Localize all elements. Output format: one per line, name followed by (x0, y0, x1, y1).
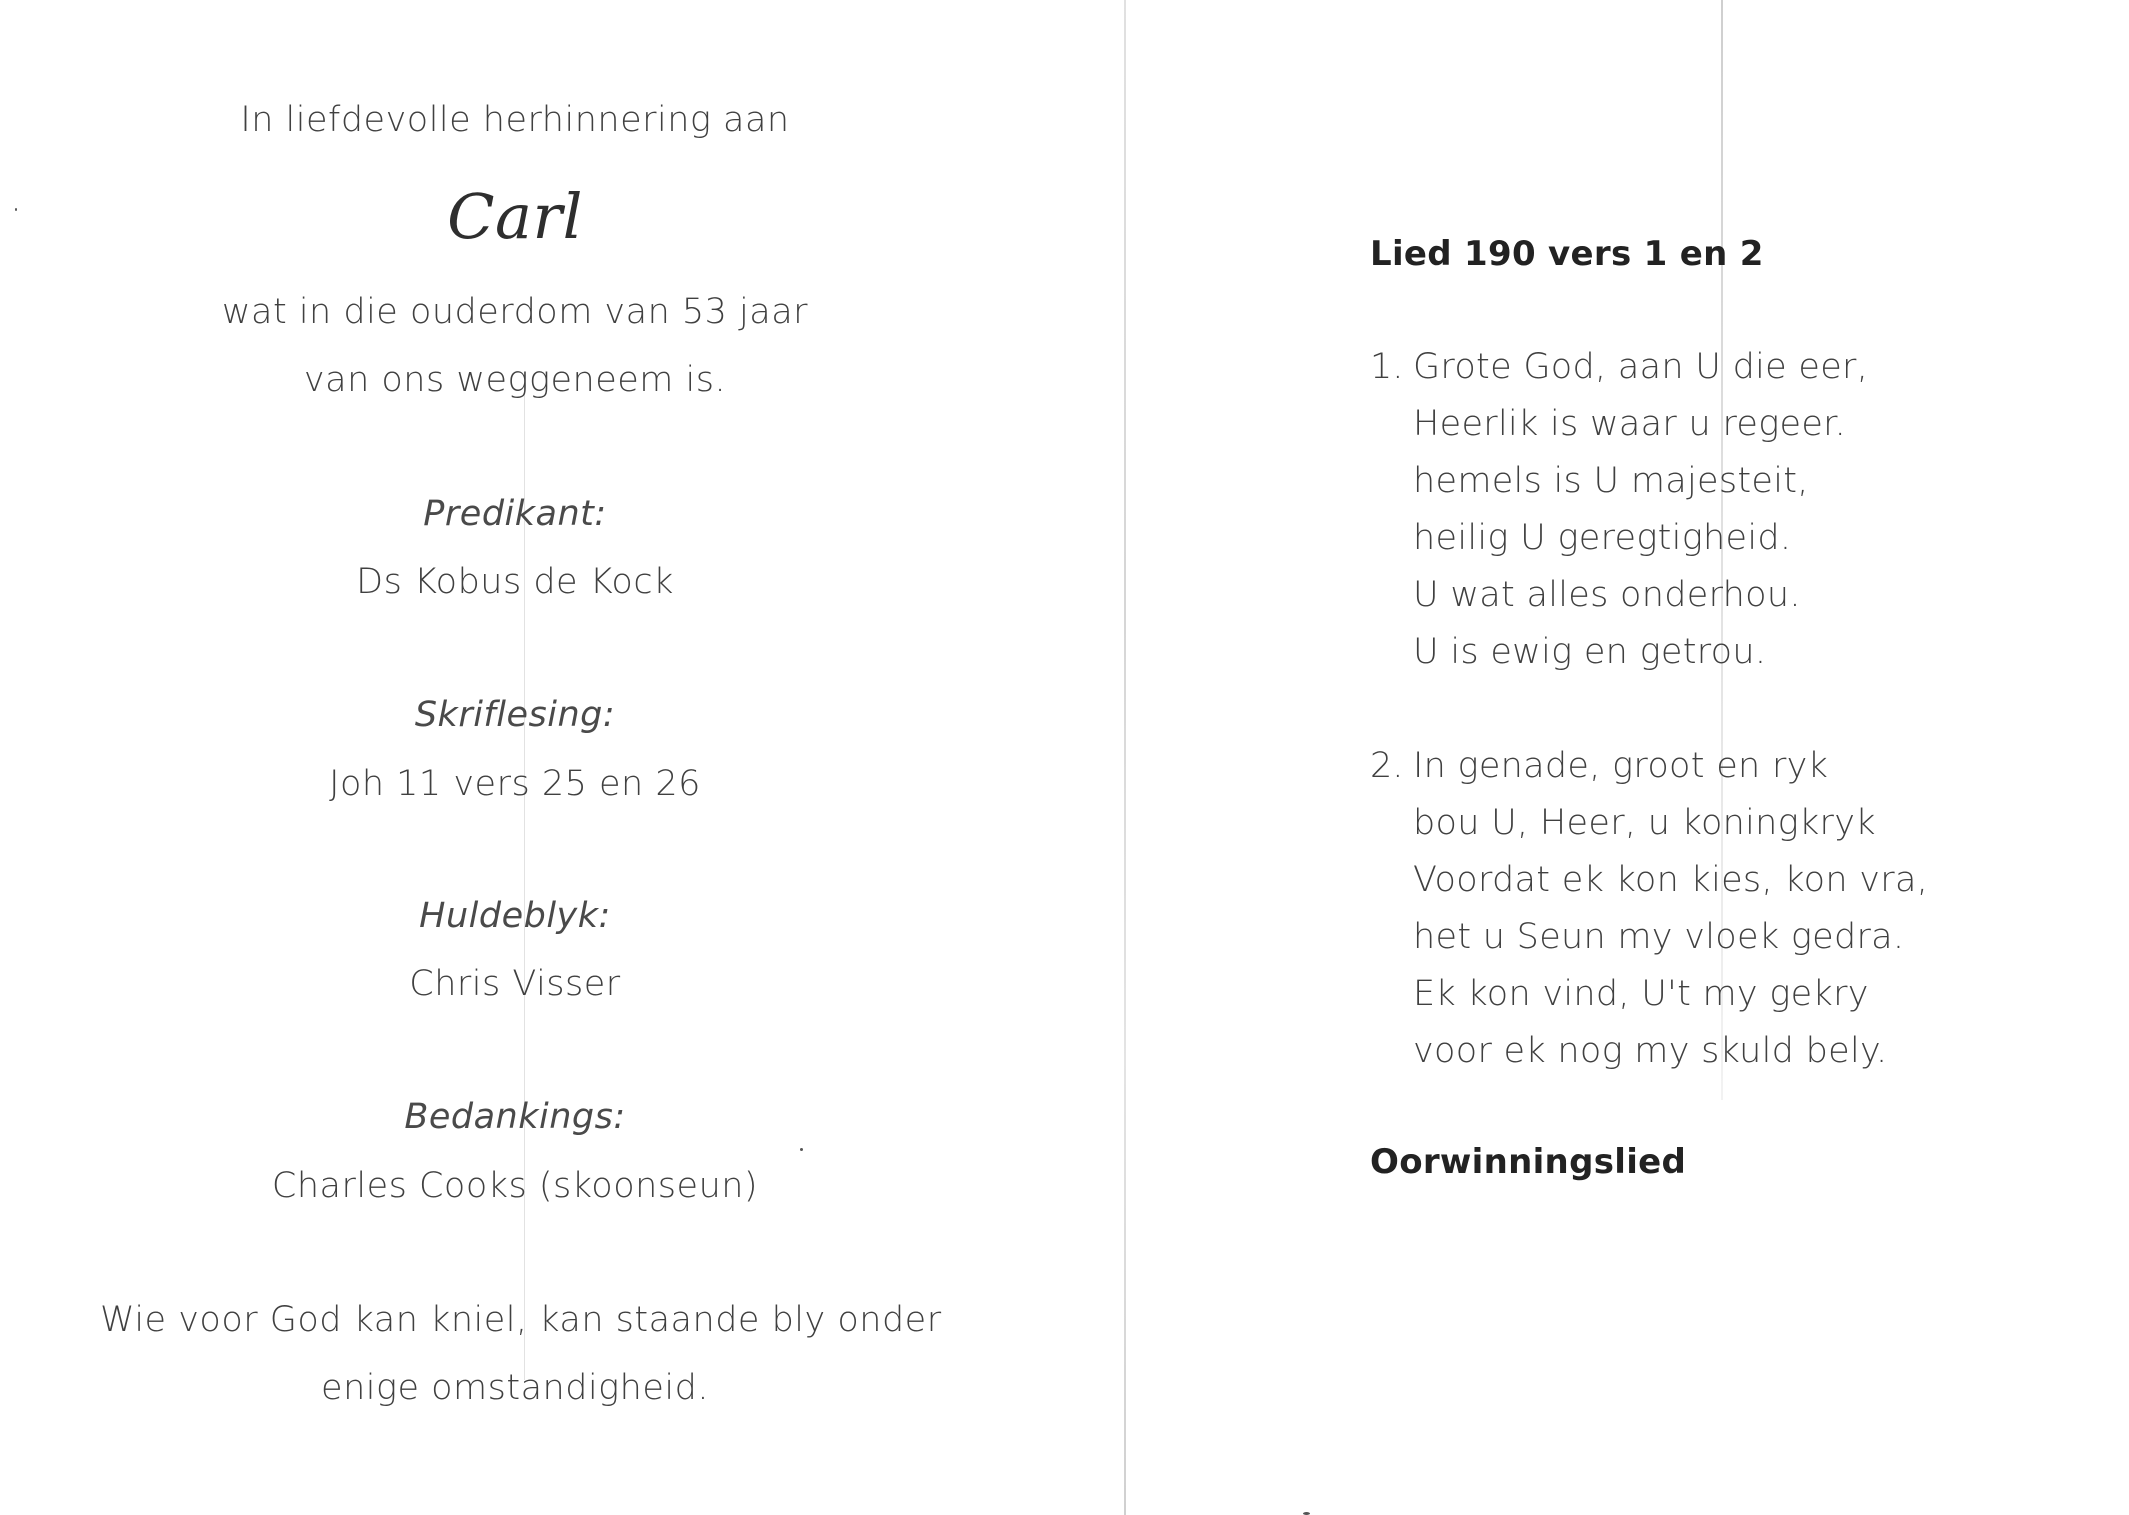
verse-number: 1. (1370, 347, 1404, 387)
verse-line: Ek kon vind, U't my gekry (1413, 974, 1869, 1014)
verse-line: U wat alles onderhou. (1413, 575, 1801, 615)
verse-line: bou U, Heer, u koningkryk (1413, 803, 1876, 843)
verse-number: 2. (1370, 746, 1404, 786)
intro-text: In liefdevolle herhinnering aan (240, 100, 790, 140)
verse-line: In genade, groot en ryk (1413, 746, 1829, 786)
section-value-predikant: Ds Kobus de Kock (356, 562, 674, 602)
closing-quote-line-1: Wie voor God kan kniel, kan staande bly onder (100, 1300, 942, 1340)
section-label-huldeblyk: Huldeblyk: (419, 896, 611, 936)
scan-speck (15, 208, 17, 211)
hymn-title: Lied 190 vers 1 en 2 (1370, 234, 1764, 274)
verse-line: U is ewig en getrou. (1413, 632, 1767, 672)
closing-song-title: Oorwinningslied (1370, 1142, 1687, 1182)
section-value-bedankings: Charles Cooks (skoonseun) (271, 1166, 759, 1206)
section-value-skriflesing: Joh 11 vers 25 en 26 (329, 764, 701, 804)
verse-line: Heerlik is waar u regeer. (1413, 404, 1847, 444)
section-label-bedankings: Bedankings: (404, 1097, 626, 1137)
taken-text: van ons weggeneem is. (303, 360, 727, 400)
verse-line: hemels is U majesteit, (1413, 461, 1809, 501)
scan-speck (800, 1148, 803, 1151)
verse-line: Voordat ek kon kies, kon vra, (1413, 860, 1929, 900)
verse-line: heilig U geregtigheid. (1413, 518, 1792, 558)
section-label-predikant: Predikant: (423, 494, 607, 534)
center-fold-line (1124, 0, 1126, 1515)
section-label-skriflesing: Skriflesing: (414, 695, 616, 735)
left-panel (100, 0, 942, 1515)
age-text: wat in die ouderdom van 53 jaar (221, 292, 809, 332)
verse-line: Grote God, aan U die eer, (1413, 347, 1869, 387)
deceased-name: Carl (447, 180, 583, 253)
section-value-huldeblyk: Chris Visser (409, 964, 621, 1004)
closing-quote-line-2: enige omstandigheid. (321, 1368, 709, 1408)
verse-line: voor ek nog my skuld bely. (1413, 1031, 1888, 1071)
right-panel (1370, 0, 2070, 1515)
verse-line: het u Seun my vloek gedra. (1413, 917, 1905, 957)
